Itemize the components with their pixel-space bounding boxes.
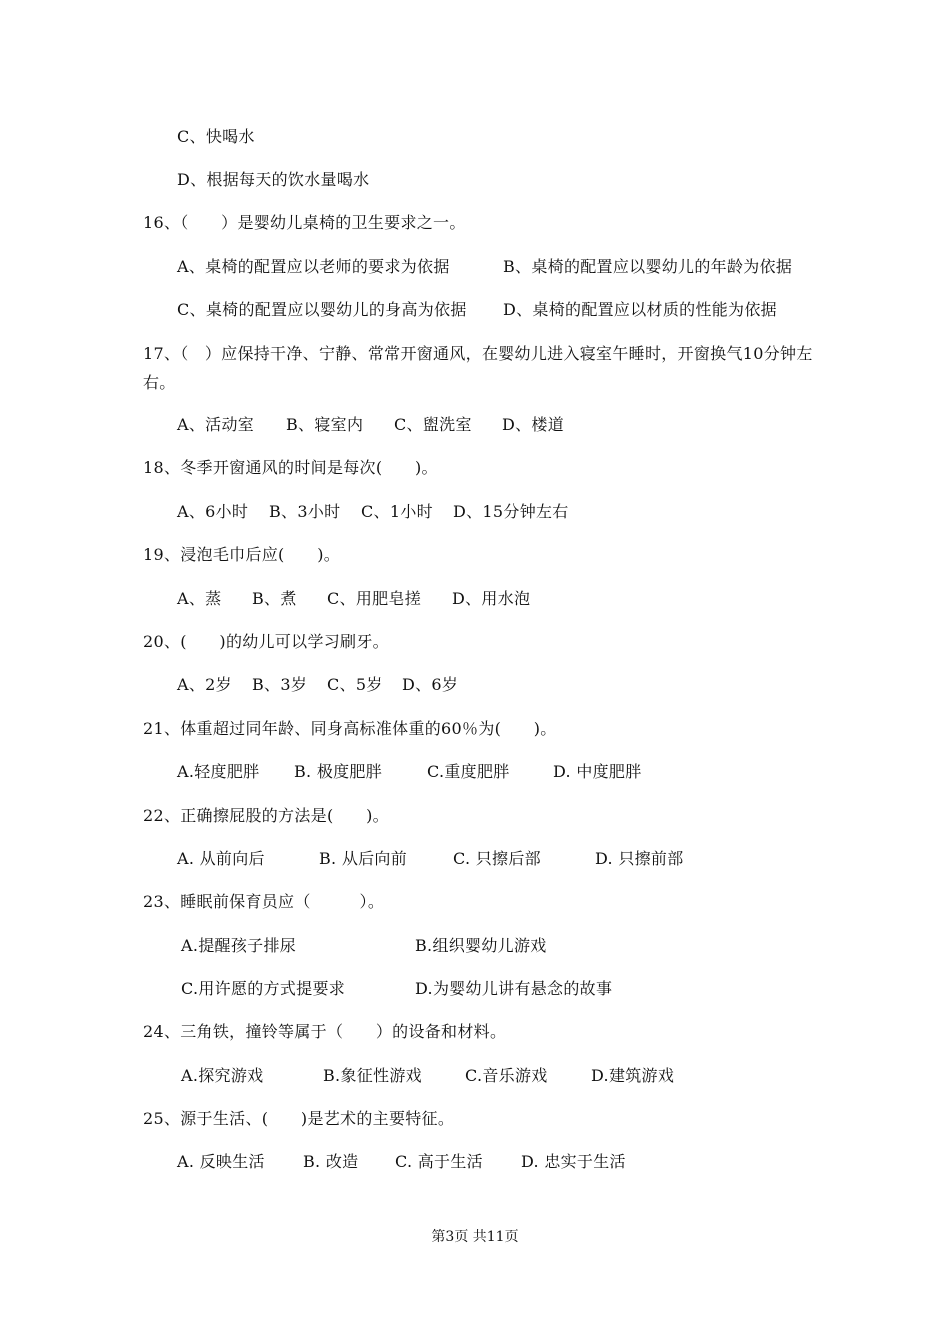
option-a: A. 从前向后: [177, 849, 265, 868]
question-16: 16、（ ）是婴幼儿桌椅的卫生要求之一。: [143, 213, 466, 232]
option-b: B. 改造: [303, 1152, 359, 1171]
option-b: B. 从后向前: [319, 849, 408, 868]
option-c: C、桌椅的配置应以婴幼儿的身高为依据: [177, 300, 467, 319]
option-d: D、15分钟左右: [453, 502, 569, 521]
option-c: C、盥洗室: [394, 415, 472, 434]
option-b: B、桌椅的配置应以婴幼儿的年龄为依据: [503, 257, 793, 276]
option-d: D、楼道: [502, 415, 565, 434]
option-a: A、6小时: [177, 502, 249, 521]
option-b: B.组织婴幼儿游戏: [415, 936, 547, 955]
option-b: B.象征性游戏: [323, 1066, 422, 1085]
page-number: 第3页 共11页: [431, 1229, 519, 1245]
option-b: B. 极度肥胖: [294, 762, 383, 781]
option-a: A、蒸: [177, 589, 222, 608]
option-a: A、活动室: [177, 415, 255, 434]
option-a: A.提醒孩子排尿: [181, 936, 297, 955]
question-16-options-row2: [177, 299, 777, 321]
option-c: C、快喝水: [177, 127, 255, 146]
option-d: D、用水泡: [452, 589, 531, 608]
question-17-options: [177, 414, 564, 436]
option-b: B、3岁: [252, 675, 308, 694]
option-a: A、桌椅的配置应以老师的要求为依据: [177, 257, 450, 276]
question-18-options: [177, 501, 569, 523]
option-d: D. 中度肥胖: [553, 762, 642, 781]
option-d: D. 忠实于生活: [521, 1152, 626, 1171]
question-21-options: [177, 761, 642, 783]
question-23: 23、睡眠前保育员应（ ）。: [143, 892, 385, 911]
option-d: D.建筑游戏: [591, 1066, 675, 1085]
option-a: A.轻度肥胖: [177, 762, 260, 781]
question-20-options: [177, 674, 458, 696]
question-17: 17、（ ）应保持干净、宁静、常常开窗通风，在婴幼儿进入寝室午睡时，开窗换气10分钟左右。: [143, 344, 813, 392]
option-d: D、根据每天的饮水量喝水: [177, 170, 370, 189]
option-d: D、桌椅的配置应以材质的性能为依据: [503, 300, 777, 319]
option-c: C. 高于生活: [395, 1152, 483, 1171]
question-16-options-row1: [177, 256, 792, 278]
option-d: D. 只擦前部: [595, 849, 684, 868]
option-d: D、6岁: [402, 675, 459, 694]
option-c: C、1小时: [361, 502, 433, 521]
question-23-options-row2: [181, 978, 612, 1000]
question-20: 20、( )的幼儿可以学习刷牙。: [143, 632, 389, 651]
option-c: C. 只擦后部: [453, 849, 541, 868]
question-19-options: [177, 588, 530, 610]
option-a: A、2岁: [177, 675, 232, 694]
option-b: B、3小时: [269, 502, 341, 521]
option-c: C、5岁: [327, 675, 383, 694]
option-a: A. 反映生活: [177, 1152, 265, 1171]
question-23-options-row1: [181, 935, 547, 957]
question-22: 22、正确擦屁股的方法是( )。: [143, 806, 389, 825]
option-b: B、煮: [252, 589, 297, 608]
option-c: C.用许愿的方式提要求: [181, 979, 346, 998]
question-25-options: [177, 1151, 626, 1173]
question-22-options: [177, 848, 684, 870]
option-b: B、寝室内: [286, 415, 364, 434]
option-c: C.重度肥胖: [427, 762, 510, 781]
question-19: 19、浸泡毛巾后应( )。: [143, 545, 341, 564]
question-24-options: [181, 1065, 674, 1087]
question-21: 21、体重超过同年龄、同身高标准体重的60％为( )。: [143, 719, 557, 738]
question-18: 18、冬季开窗通风的时间是每次( )。: [143, 458, 438, 477]
option-d: D.为婴幼儿讲有悬念的故事: [415, 979, 613, 998]
option-a: A.探究游戏: [181, 1066, 264, 1085]
option-c: C、用肥皂搓: [327, 589, 422, 608]
option-c: C.音乐游戏: [465, 1066, 548, 1085]
question-25: 25、源于生活、( )是艺术的主要特征。: [143, 1109, 455, 1128]
question-24: 24、三角铁，撞铃等属于（ ）的设备和材料。: [143, 1022, 507, 1041]
